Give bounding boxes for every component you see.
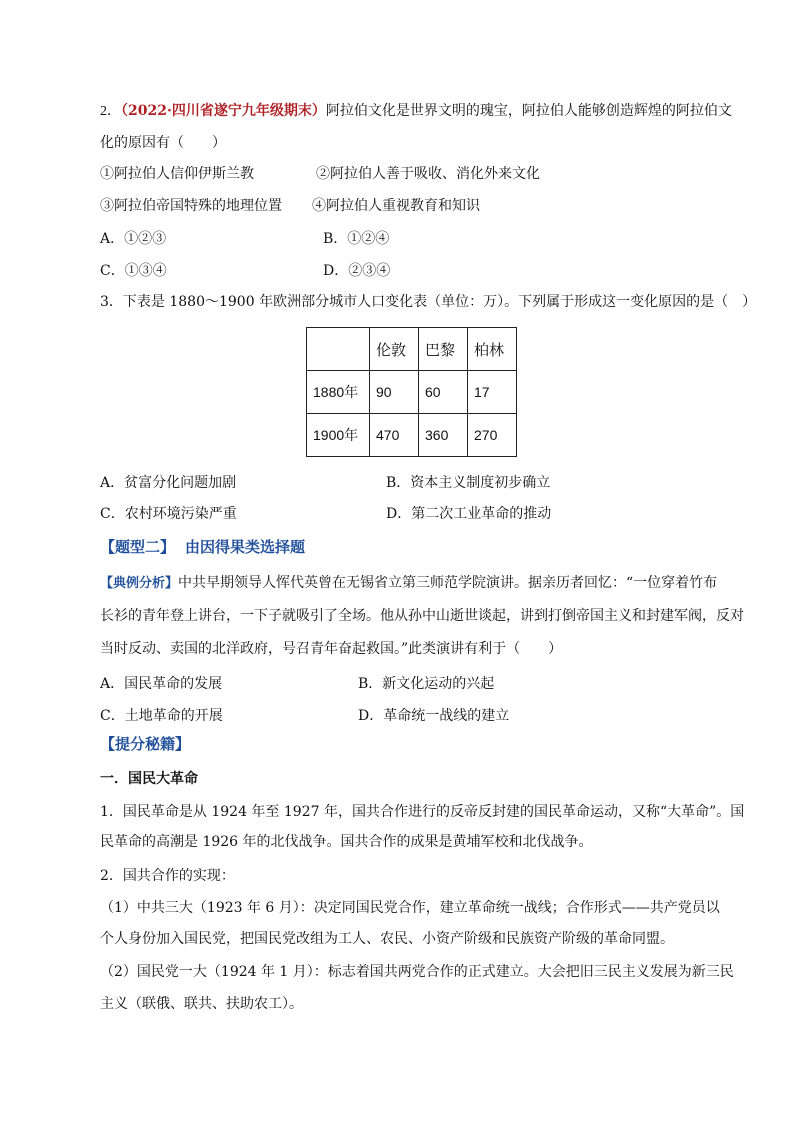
option-d: D．革命统一战线的建立 [358,708,510,724]
table-cell: 470 [370,414,419,457]
option-c: C．农村环境污染严重 [100,506,237,522]
option-a: A．贫富分化问题加剧 [100,475,237,491]
table-corner-cell [307,328,370,371]
statement-3: ③阿拉伯帝国特殊的地理位置 [100,198,282,214]
paragraph-1-line-2: 民革命的高潮是 1926 年的北伐战争。国共合作的成果是黄埔军校和北伐战争。 [100,834,593,850]
option-a: A．国民革命的发展 [100,676,223,692]
statement-2: ②阿拉伯人善于吸收、消化外来文化 [316,166,540,182]
table-cell: 270 [468,414,517,457]
option-b: B．资本主义制度初步确立 [386,475,551,491]
column-header-berlin: 柏林 [468,328,517,371]
paragraph-1-line-1: 1．国民革命是从 1924 年至 1927 年，国共合作进行的反帝反封建的国民革命运动，又称“大革命”。国 [100,804,745,820]
option-c: C．①③④ [100,263,167,279]
paragraph-2: 2．国共合作的实现： [100,868,235,884]
question-2-stem [100,101,732,122]
paragraph-4-line-1: （2）国民党一大（1924 年 1 月）：标志着国共两党合作的正式建立。大会把旧三民主义发展为新三民 [100,964,734,980]
question-2-stem-continued: 化的原因有（ ） [100,135,226,151]
option-b: B．新文化运动的兴起 [358,676,495,692]
example-text: 中共早期领导人恽代英曾在无锡省立第三师范学院演讲。据亲历者回忆：“一位穿着竹布 [178,575,718,591]
example-line-2: 长衫的青年登上讲台，一下子就吸引了全场。他从孙中山逝世谈起，讲到打倒帝国主义和封建军阀，反对 [100,608,744,624]
paragraph-3-line-2: 个人身份加入国民党，把国民党改组为工人、农民、小资产阶级和民族资产阶级的革命同盟。 [100,931,674,947]
option-a: A．①②③ [100,231,167,247]
table-cell: 60 [419,371,468,414]
heading-tag: 【题型二】 [100,538,176,556]
statement-4: ④阿拉伯人重视教育和知识 [312,198,480,214]
option-c: C．土地革命的开展 [100,708,223,724]
table-row [307,414,517,457]
option-d: D．②③④ [323,263,391,279]
section-heading-type2 [100,537,305,557]
tips-tag: 【提分秘籍】 [100,735,191,753]
option-d: D．第二次工业革命的推动 [386,506,552,522]
row-label: 1900年 [307,414,370,457]
table-row [307,371,517,414]
tips-heading [100,734,190,754]
column-header-paris: 巴黎 [419,328,468,371]
example-tag: 【典例分析】 [100,576,179,591]
paragraph-3-line-1: （1）中共三大（1923 年 6 月）：决定同国民党合作，建立革命统一战线；合作形式——共产党员以 [100,900,720,916]
column-header-london: 伦敦 [370,328,419,371]
table-cell: 360 [419,414,468,457]
example-line-1 [100,573,717,594]
section-title: 一．国民大革命 [100,771,198,787]
question-3-stem: 3．下表是 1880～1900 年欧洲部分城市人口变化表（单位：万）。下列属于形成这一变化原因的是（ ） [100,294,757,310]
table-cell: 90 [370,371,419,414]
question-number: 2． [100,104,121,119]
paragraph-4-line-2: 主义（联俄、联共、扶助农工）。 [100,996,303,1012]
question-source: （2022·四川省遂宁九年级期末） [121,103,326,119]
heading-text: 由因得果类选择题 [185,538,306,556]
table-cell: 17 [468,371,517,414]
row-label: 1880年 [307,371,370,414]
example-line-3: 当时反动、卖国的北洋政府，号召青年奋起救国。”此类演讲有利于（ ） [100,641,563,657]
table-header-row [307,328,517,371]
question-stem-text: 阿拉伯文化是世界文明的瑰宝，阿拉伯人能够创造辉煌的阿拉伯文 [325,103,732,119]
statement-1: ①阿拉伯人信仰伊斯兰教 [100,166,254,182]
population-table [306,327,517,457]
option-b: B．①②④ [323,231,390,247]
